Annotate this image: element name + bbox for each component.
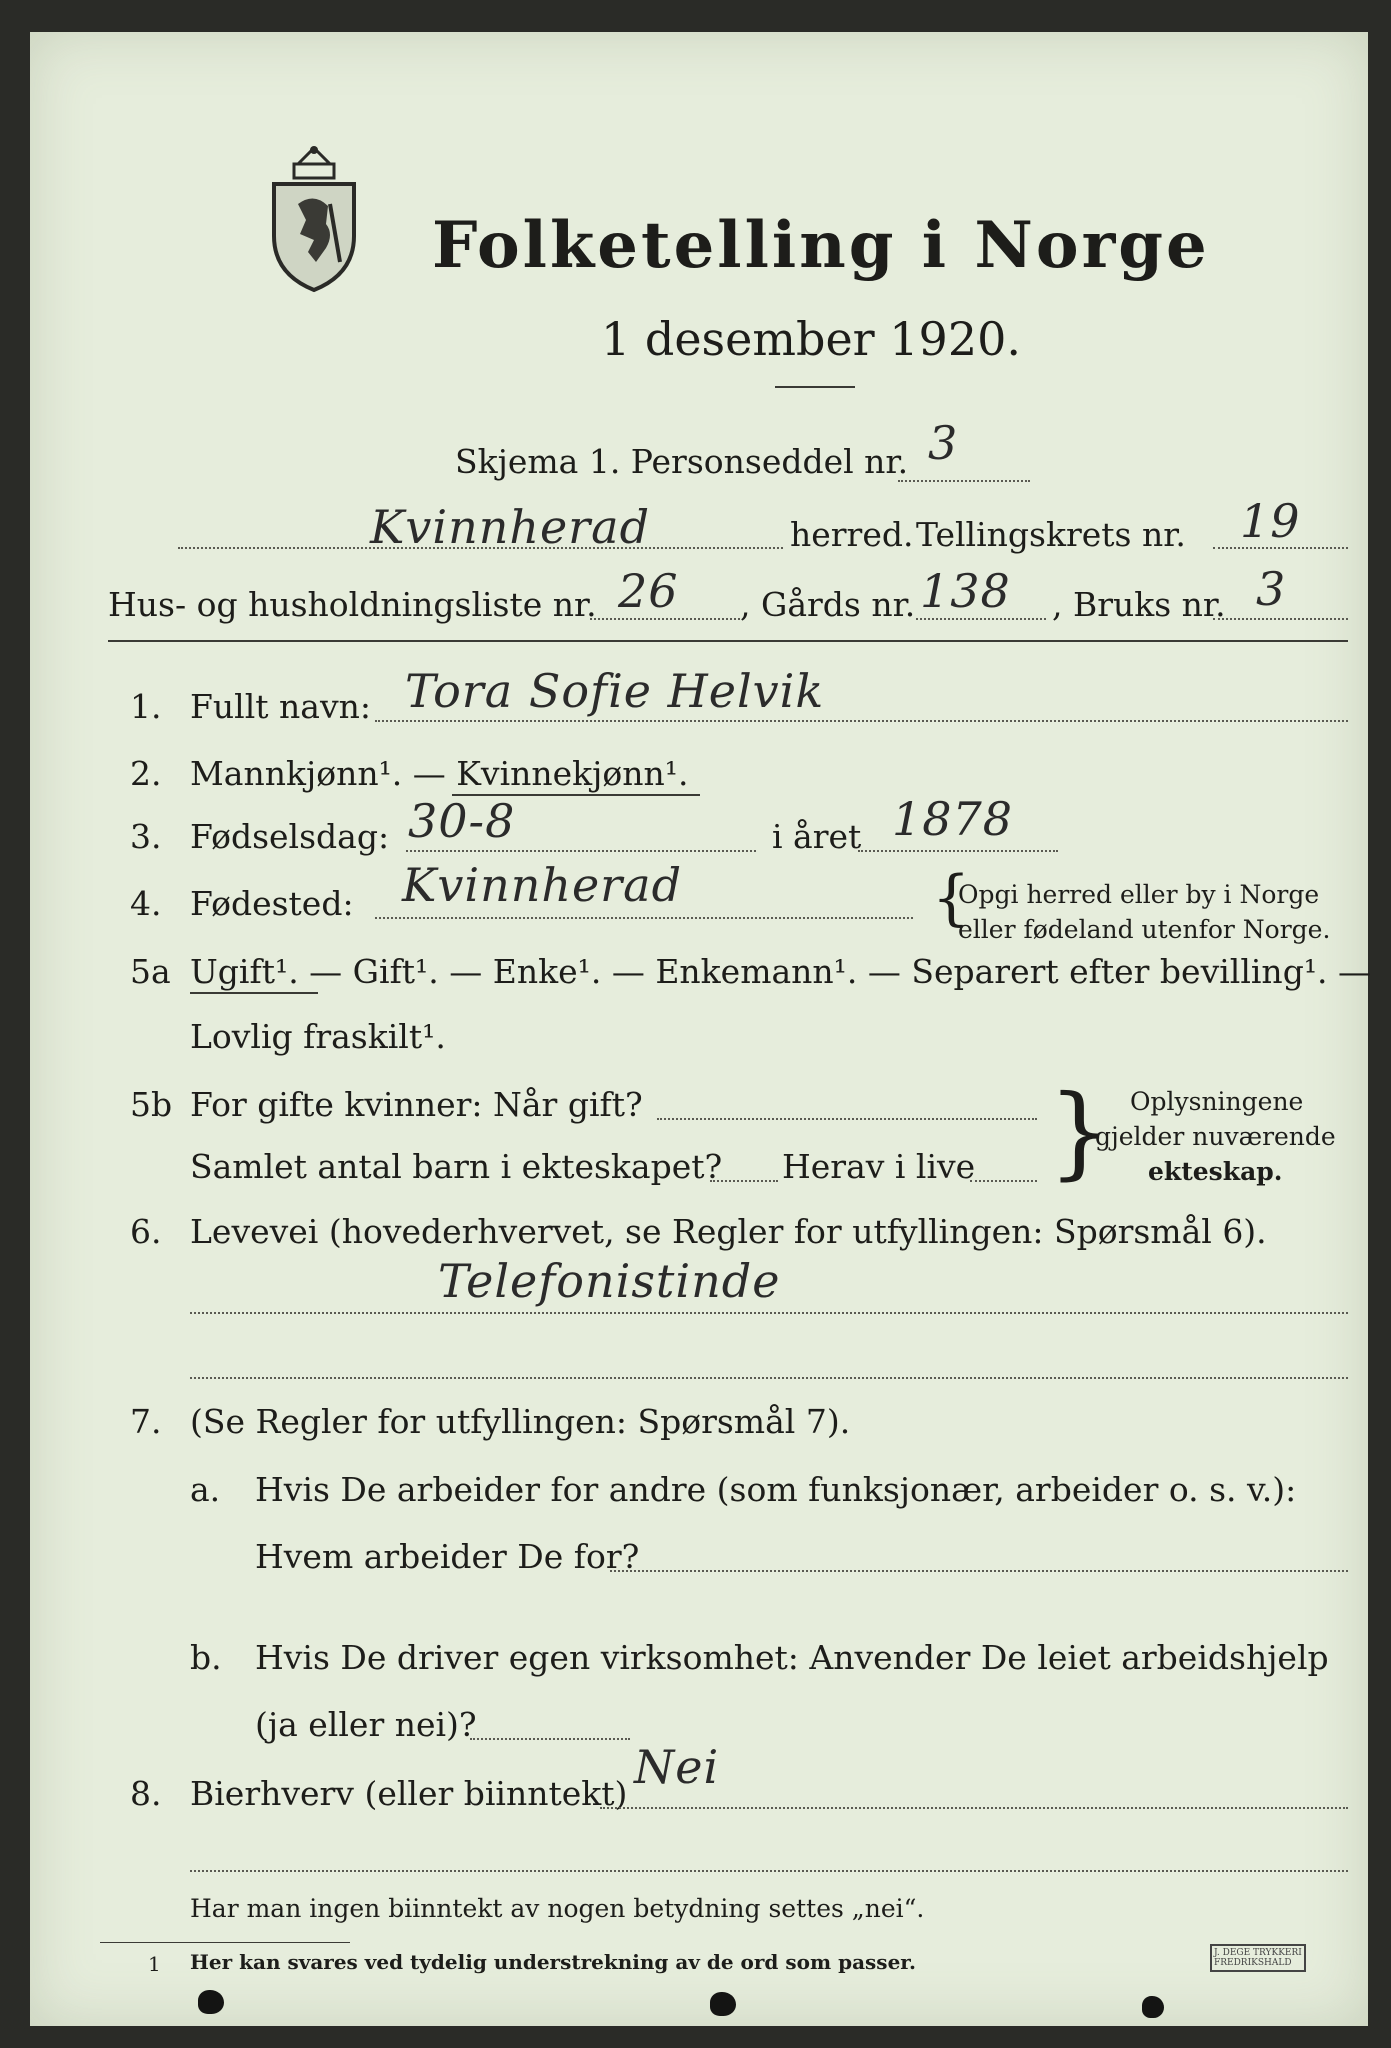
q5b-line [657, 1118, 1037, 1120]
tellingskrets-value[interactable]: 19 [1240, 494, 1301, 548]
personseddel-number[interactable]: 3 [928, 416, 959, 470]
norway-coat-of-arms-icon [268, 144, 360, 294]
q8-number: 8. [130, 1774, 162, 1813]
q5b-label: For gifte kvinner: Når gift? [190, 1085, 643, 1124]
q5a-label: Ugift¹. — Gift¹. — Enke¹. — Enkemann¹. — Separert efter bevilling¹. — [190, 952, 1372, 991]
q5b-note-line1: Oplysningene [1130, 1087, 1304, 1116]
q2-label: Mannkjønn¹. — Kvinnekjønn¹. [190, 754, 689, 793]
q7a-label: Hvis De arbeider for andre (som funksjonær, arbeider o. s. v.): [255, 1470, 1297, 1509]
q6-number: 6. [130, 1212, 162, 1251]
q7b-label: Hvis De driver egen virksomhet: Anvender De leiet arbeidshjelp [255, 1638, 1329, 1677]
title-divider [775, 386, 855, 388]
q1-number: 1. [130, 687, 162, 726]
q3-label: Fødselsdag: [190, 817, 390, 856]
q5a-number: 5a [130, 952, 171, 991]
q7a-label-line2: Hvem arbeider De for? [255, 1537, 640, 1576]
q1-label: Fullt navn: [190, 687, 371, 726]
gards-line [916, 618, 1046, 620]
occupation-value[interactable]: Telefonistinde [438, 1254, 781, 1308]
birth-year-value[interactable]: 1878 [892, 792, 1014, 846]
q8-line2 [190, 1870, 1348, 1872]
q7-number: 7. [130, 1402, 162, 1441]
q6-label: Levevei (hovederhvervet, se Regler for utfyllingen: Spørsmål 6). [190, 1212, 1267, 1251]
q7b-line [470, 1738, 630, 1740]
birthday-value[interactable]: 30-8 [408, 794, 516, 848]
printer-stamp-line1: J. DEGE TRYKKERI [1214, 1948, 1302, 1958]
q4-brace: { [932, 863, 971, 933]
q5b-note-line2 [1095, 1122, 1336, 1151]
household-list-value[interactable]: 26 [618, 564, 679, 618]
q4-note-line1: Opgi herred eller by i Norge [958, 880, 1320, 909]
municipality-value[interactable]: Kvinnherad [370, 500, 651, 554]
q5b-note-line2-text: gjelder nuværende [1095, 1122, 1336, 1151]
q1-line [375, 720, 1348, 722]
q5b-note-line3: ekteskap. [1148, 1157, 1283, 1186]
ink-blot [710, 1992, 736, 2016]
q3-number: 3. [130, 817, 162, 856]
birthplace-value[interactable]: Kvinnherad [402, 858, 683, 912]
q6-line1 [190, 1312, 1348, 1314]
header-divider [108, 640, 1348, 642]
bruks-value[interactable]: 3 [1256, 562, 1287, 616]
gards-label: , Gårds nr. [740, 585, 916, 624]
q3-year-label: i året [772, 817, 862, 856]
schema-label: Skjema 1. Personseddel nr. [455, 442, 909, 481]
q7a-line [610, 1570, 1348, 1572]
footnote-text: Her kan svares ved tydelig understrekning av de ord som passer. [190, 1950, 916, 1974]
q8-label: Bierhverv (eller biinntekt) [190, 1774, 628, 1813]
footer-note: Har man ingen biinntekt av nogen betydning settes „nei“. [190, 1894, 925, 1923]
q3-line [406, 850, 756, 852]
household-list-line [590, 618, 740, 620]
q4-number: 4. [130, 884, 162, 923]
form-title: Folketelling i Norge [432, 208, 1210, 283]
herred-label: herred. [790, 515, 914, 554]
side-income-value[interactable]: Nei [634, 1740, 720, 1794]
q7-label: (Se Regler for utfyllingen: Spørsmål 7). [190, 1402, 851, 1441]
full-name-value[interactable]: Tora Sofie Helvik [405, 664, 825, 718]
q4-label: Fødested: [190, 884, 354, 923]
q5b-number: 5b [130, 1085, 173, 1124]
tellingskrets-label: Tellingskrets nr. [916, 515, 1186, 554]
footnote-divider [100, 1942, 350, 1943]
q6-line2 [190, 1377, 1348, 1379]
q5b-brace: } [1048, 1073, 1112, 1190]
q4-note-line2: eller fødeland utenfor Norge. [958, 915, 1331, 944]
q8-line [600, 1807, 1348, 1809]
census-form-sheet [30, 32, 1372, 2026]
q5a-underline [190, 992, 318, 994]
q5a-label-line2: Lovlig fraskilt¹. [190, 1017, 446, 1056]
household-list-label: Hus- og husholdningsliste nr. [108, 585, 597, 624]
bruks-label: , Bruks nr. [1052, 585, 1226, 624]
printer-stamp-line2: FREDRIKSHALD [1214, 1958, 1292, 1968]
gards-value[interactable]: 138 [920, 564, 1011, 618]
q7a-number: a. [190, 1470, 221, 1509]
q7b-number: b. [190, 1638, 222, 1677]
q5b-alive-line [970, 1180, 1037, 1182]
schema-line [898, 480, 1030, 482]
ink-blot [1142, 1996, 1164, 2018]
footnote-mark: 1 [148, 1952, 161, 1976]
bruks-line [1213, 618, 1348, 620]
q4-line [375, 917, 913, 919]
q5b-label-line3: Herav i live [782, 1147, 976, 1186]
q3-year-line [858, 850, 1058, 852]
q5b-label-line2: Samlet antal barn i ekteskapet? [190, 1147, 723, 1186]
q7b-label-line2: (ja eller nei)? [255, 1705, 477, 1744]
q2-number: 2. [130, 754, 162, 793]
q5b-children-line [710, 1180, 778, 1182]
census-date: 1 desember 1920. [601, 312, 1021, 366]
ink-blot [198, 1990, 224, 2014]
printer-stamp [1210, 1944, 1306, 1972]
